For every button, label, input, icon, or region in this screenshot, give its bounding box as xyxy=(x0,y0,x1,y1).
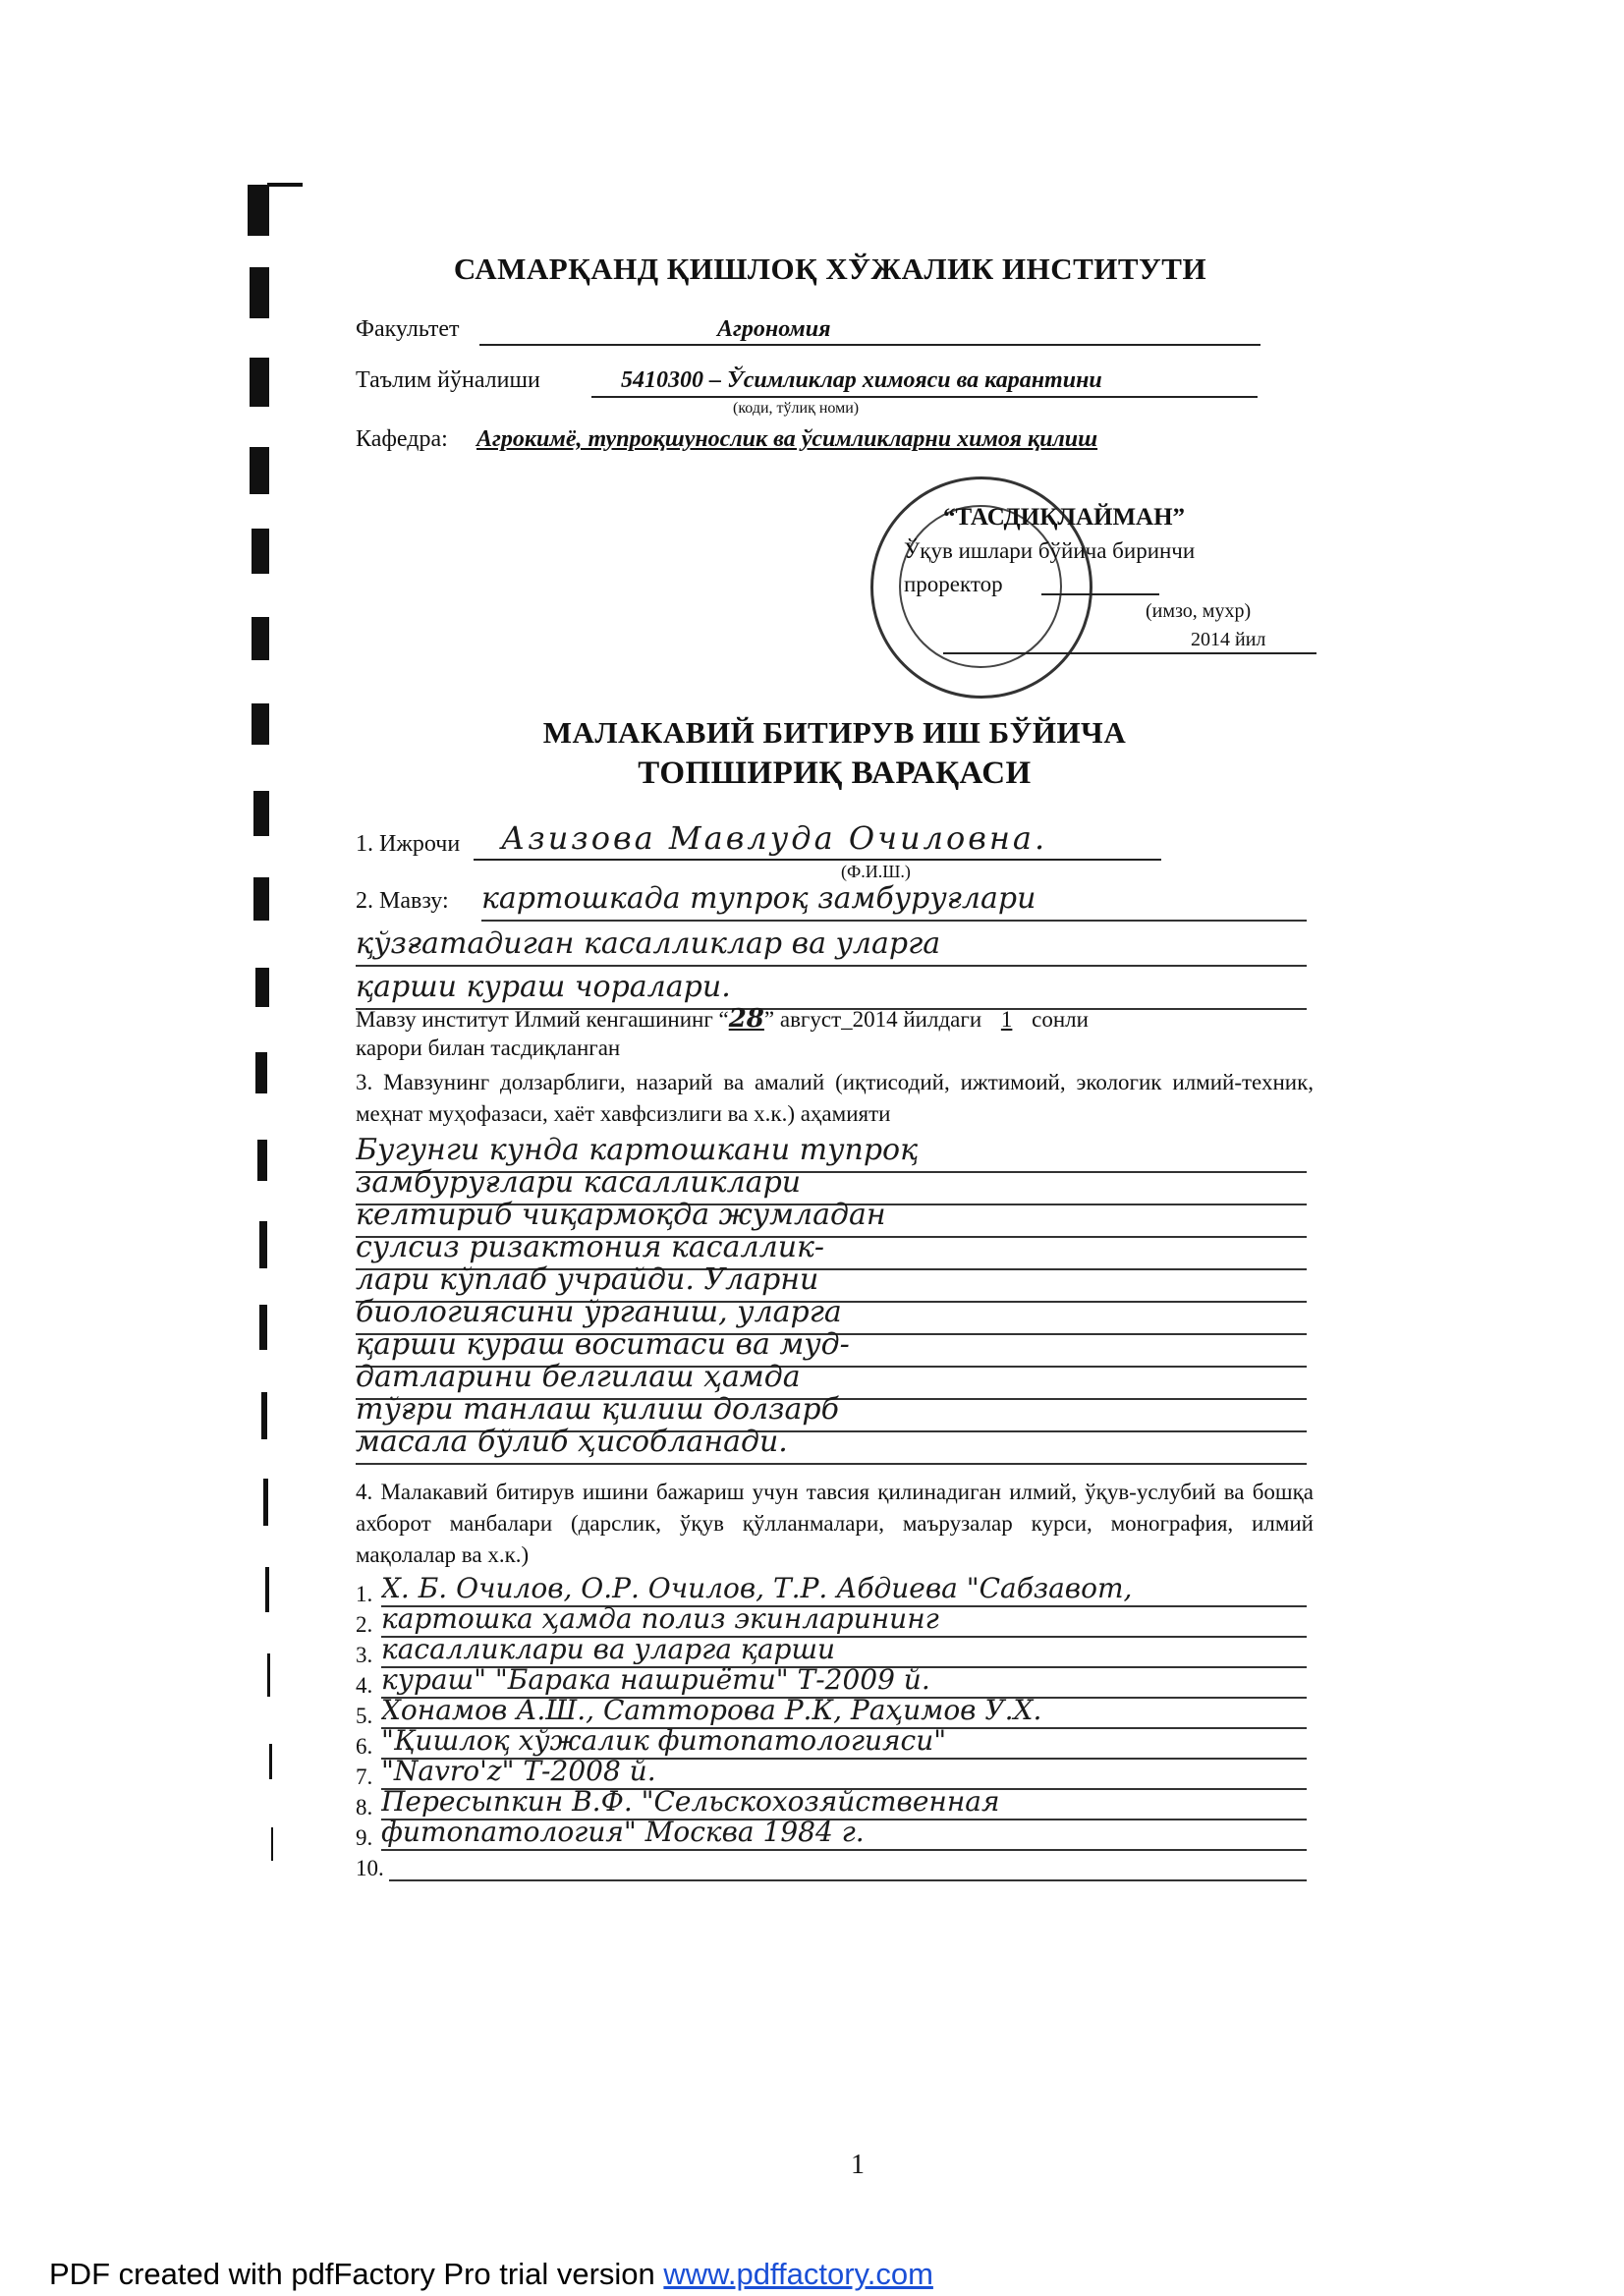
reference-text: фитопатология" Москва 1984 г. xyxy=(381,1816,1307,1851)
relevance-line-5: лари кўплаб учрайди. Уларни xyxy=(356,1260,1307,1303)
topic-approval-line2: карори билан тасдиқланган xyxy=(356,1036,621,1060)
approval-day: 28 xyxy=(728,1004,764,1034)
reference-number: 1. xyxy=(356,1582,373,1606)
institute-title: САМАРҚАНД ҚИШЛОҚ ХЎЖАЛИК ИНСТИТУТИ xyxy=(453,252,1207,286)
topic-line-1: картошкада тупроқ замбуруғлари xyxy=(481,878,1307,922)
approval-year: 2014 йил xyxy=(1191,629,1266,650)
item1-label: 1. Ижрочи xyxy=(356,831,461,857)
item3-label: 3. Мавзунинг долзарблиги, назарий ва амалий (иқтисодий, ижтимоий, экологик илмий-техник, меҳнат муҳофазаси, хаёт хавфсизлиги ва х.к.) аҳамияти xyxy=(356,1070,1314,1126)
item1-hint: (Ф.И.Ш.) xyxy=(841,862,911,881)
approval-title: “ТАСДИҚЛАЙМАН” xyxy=(943,504,1186,531)
topic-line-2: қўзғатадиган касалликлар ва уларга xyxy=(356,924,1307,967)
reference-number: 9. xyxy=(356,1825,373,1850)
faculty-value: Агрономия xyxy=(717,316,831,342)
footer-link[interactable]: www.pdffactory.com xyxy=(663,2257,933,2291)
topic-line-3: қарши кураш чоралари. xyxy=(356,967,1307,1010)
relevance-line-1: Бугунги кунда картошкани тупроқ xyxy=(356,1130,1307,1173)
item1-value: Азизова Мавлуда Очиловна. xyxy=(501,819,1048,857)
relevance-line-3: келтириб чиқармоқда жумладан xyxy=(356,1195,1307,1238)
reference-text: кураш" "Барака нашриёти" Т-2009 й. xyxy=(381,1663,1307,1699)
approval-date-line xyxy=(943,652,1316,654)
relevance-line-9: тўғри танлаш қилиш долзарб xyxy=(356,1389,1307,1432)
reference-number: 7. xyxy=(356,1764,373,1789)
reference-number: 8. xyxy=(356,1795,373,1820)
direction-label: Таълим йўналиши xyxy=(356,367,540,393)
approval-part1: Мавзу институт Илмий кенгашининг “ xyxy=(356,1007,729,1032)
doc-title-line2: ТОПШИРИҚ ВАРАҚАСИ xyxy=(638,756,1032,791)
footer-text: PDF created with pdfFactory Pro trial version xyxy=(49,2257,664,2291)
relevance-line-4: сулсиз ризактония касаллик- xyxy=(356,1227,1307,1270)
relevance-line-6: биологиясини ўрганиш, уларга xyxy=(356,1292,1307,1335)
item2-label: 2. Мавзу: xyxy=(356,888,449,914)
reference-text: касалликлари ва уларга қарши xyxy=(381,1633,1307,1668)
reference-row xyxy=(356,1846,1307,1881)
pdf-footer xyxy=(49,2257,933,2292)
signature-line xyxy=(1041,593,1159,595)
direction-line xyxy=(591,396,1258,398)
signature-hint: (имзо, мухр) xyxy=(1146,600,1252,622)
reference-number: 4. xyxy=(356,1673,373,1698)
item1-line xyxy=(474,859,1161,861)
reference-number: 5. xyxy=(356,1704,373,1728)
relevance-line-7: қарши кураш воситаси ва муд- xyxy=(356,1324,1307,1368)
reference-text xyxy=(389,1879,1307,1881)
faculty-label: Факультет xyxy=(356,316,460,342)
approval-line1: Ўқув ишлари бўйича биринчи xyxy=(904,538,1196,563)
relevance-line-2: замбуруғлари касалликлари xyxy=(356,1162,1307,1205)
reference-text: картошка ҳамда полиз экинларининг xyxy=(381,1602,1307,1638)
item4-label: 4. Малакавий битирув ишини бажариш учун тавсия қилинадиган илмий, ўқув-услубий ва бошқа ахборот манбалари (дарслик, ўқув қўлланмалари, маърузалар курси, монография, илмий мақолалар ва х.к.) xyxy=(356,1480,1314,1567)
direction-value: 5410300 – Ўсимликлар химояси ва карантини xyxy=(621,367,1102,393)
approval-part2: ” август_2014 йилдаги xyxy=(763,1007,982,1032)
relevance-line-10: масала бўлиб ҳисобланади. xyxy=(356,1422,1307,1465)
reference-number: 6. xyxy=(356,1734,373,1759)
department-value: Агрокимё, тупроқшунослик ва ўсимликларни химоя қилиш xyxy=(476,426,1098,452)
reference-text: "Navro'z" Т-2008 й. xyxy=(381,1755,1307,1790)
reference-text: Х. Б. Очилов, О.Р. Очилов, Т.Р. Абдиева "Сабзавот, xyxy=(381,1572,1307,1607)
direction-hint: (коди, тўлиқ номи) xyxy=(733,400,860,417)
approval-part3: сонли xyxy=(1032,1007,1089,1032)
topic-approval xyxy=(356,1004,1089,1034)
relevance-line-8: датларини белгилаш ҳамда xyxy=(356,1357,1307,1400)
department-label: Кафедра: xyxy=(356,426,448,452)
reference-text: Пересыпкин В.Ф. "Сельскохозяйственная xyxy=(381,1785,1307,1820)
reference-number: 10. xyxy=(356,1856,384,1880)
reference-number: 2. xyxy=(356,1612,373,1637)
reference-text: "Қишлоқ хўжалик фитопатологияси" xyxy=(381,1724,1307,1760)
approval-number: 1 xyxy=(1000,1007,1013,1032)
page-number: 1 xyxy=(851,2150,865,2180)
reference-number: 3. xyxy=(356,1643,373,1667)
faculty-line xyxy=(479,344,1260,346)
doc-title-line1: МАЛАКАВИЙ БИТИРУВ ИШ БЎЙИЧА xyxy=(542,715,1127,750)
approval-line2: проректор xyxy=(904,572,1003,596)
reference-text: Хонамов А.Ш., Сатторова Р.К, Раҳимов У.Х. xyxy=(381,1694,1307,1729)
